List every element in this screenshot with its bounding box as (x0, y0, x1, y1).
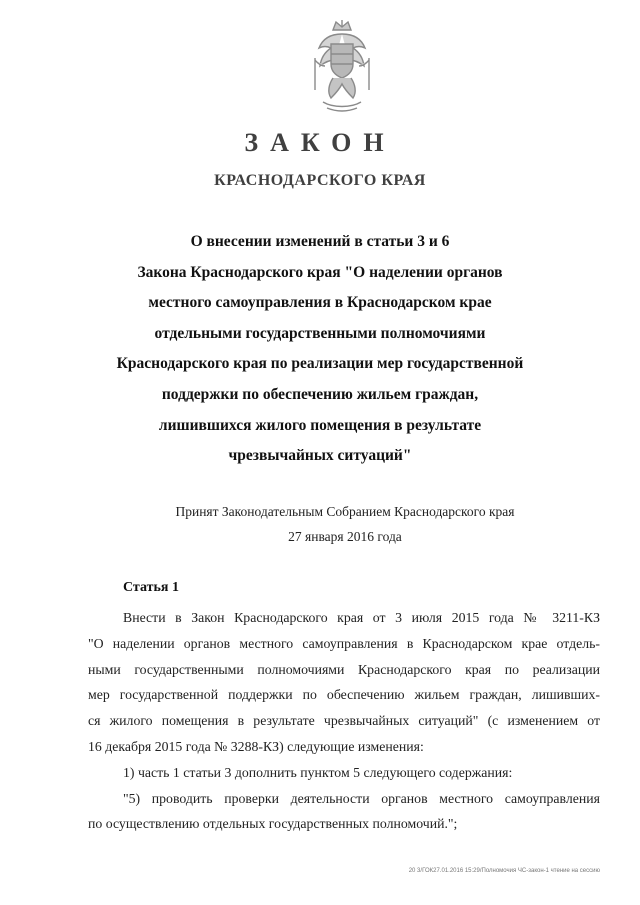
title-line: Закона Краснодарского края "О наделении органов (137, 263, 503, 281)
body-line: Внести в Закон Краснодарского края от 3 июля 2015 года № 3211-КЗ (123, 610, 600, 625)
body-line: ся жилого помещения в результате чрезвычайных ситуаций" (с изменением от (88, 713, 600, 729)
region-heading: КРАСНОДАРСКОГО КРАЯ (214, 172, 426, 189)
amendment-text: "5) проводить проверки деятельности органов местного самоуправления (123, 790, 600, 806)
coat-of-arms-emblem (309, 18, 375, 114)
document-footer-note: 20 3/ГОК27.01.2016 15:29/Полномочия ЧС-закон-1 чтение на сессию (408, 868, 600, 874)
title-line: Краснодарского края по реализации мер государственной (116, 355, 524, 373)
title-line: О внесении изменений в статьи 3 и 6 (190, 233, 450, 250)
title-line: отдельными государственными полномочиями (154, 324, 486, 342)
law-heading: ЗАКОН (244, 128, 396, 157)
title-line: лишившихся жилого помещения в результате (158, 416, 482, 434)
title-line: местного самоуправления в Краснодарском крае (148, 294, 492, 312)
article-1-heading: Статья 1 (123, 580, 179, 595)
law-title (60, 227, 580, 472)
title-line: чрезвычайных ситуаций" (228, 447, 412, 465)
body-line: ными государственными полномочиями Краснодарского края по реализации (88, 661, 600, 677)
amendment-text: по осуществлению отдельных государственных полномочий."; (88, 816, 458, 832)
title-line: поддержки по обеспечению жильем граждан, (161, 385, 479, 403)
adoption-body: Принят Законодательным Собранием Краснодарского края (175, 504, 515, 519)
article-1-body (88, 605, 600, 837)
adoption-statement (0, 499, 640, 549)
adoption-date: 27 января 2016 года (288, 529, 402, 544)
amendment-item: 1) часть 1 статьи 3 дополнить пунктом 5 следующего содержания: (123, 764, 513, 780)
body-line: "О наделении органов местного самоуправления в Краснодарском крае отдель- (88, 635, 600, 651)
body-line: мер государственной поддержки по обеспечению жильем граждан, лишивших- (88, 687, 600, 703)
body-line: 16 декабря 2015 года № 3288-КЗ) следующие изменения: (88, 738, 424, 754)
